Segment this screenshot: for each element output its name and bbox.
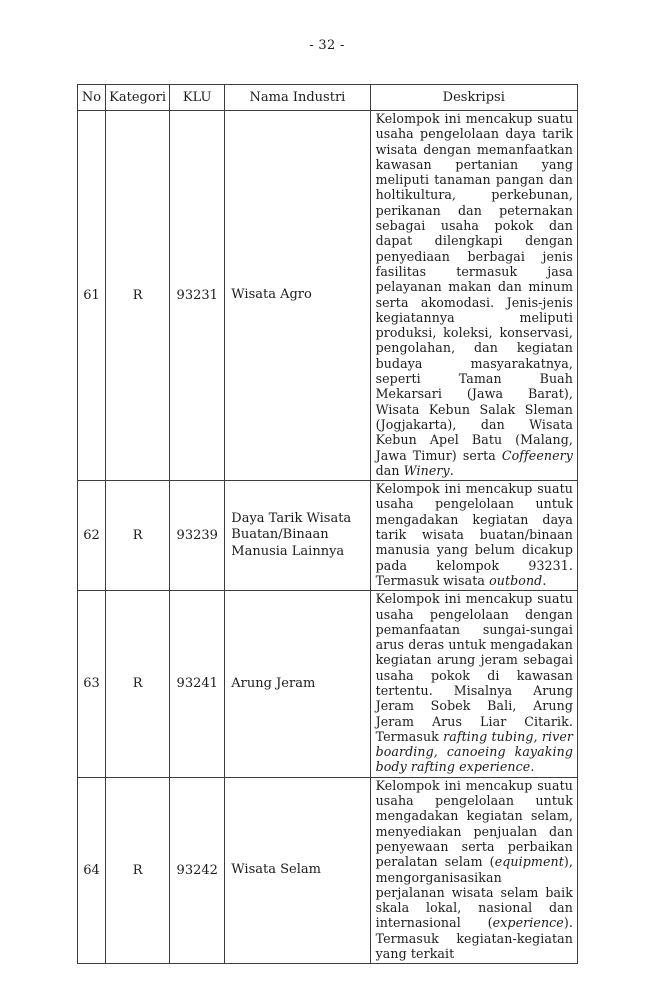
cell-deskripsi: Kelompok ini mencakup suatu usaha pengelolaan untuk mengadakan kegiatan selam, menyediakan penjualan dan penyewaan serta perbaikan peralatan selam (equipment), mengorganisasikan perjalanan wisata selam baik skala lokal, nasional dan internasional (experience). Termasuk kegiatan-kegiatan yang terkait: [370, 777, 577, 964]
table-row: [78, 591, 578, 778]
cell-no: 64: [78, 777, 106, 964]
cell-klu-code: 93239: [170, 481, 225, 591]
cell-no: 62: [78, 481, 106, 591]
cell-klu-code: 93231: [170, 111, 225, 481]
column-header-deskripsi: Deskripsi: [370, 85, 577, 111]
cell-klu-code: 93242: [170, 777, 225, 964]
table-row: [78, 111, 578, 481]
cell-deskripsi: Kelompok ini mencakup suatu usaha pengelolaan untuk mengadakan kegiatan daya tarik wisata buatan/binaan manusia yang belum dicakup pada kelompok 93231. Termasuk wisata outbond.: [370, 481, 577, 591]
cell-deskripsi: Kelompok ini mencakup suatu usaha pengelolaan dengan pemanfaatan sungai-sungai arus deras untuk mengadakan kegiatan arung jeram sebagai usaha pokok di kawasan tertentu. Misalnya Arung Jeram Sobek Bali, Arung Jeram Arus Liar Citarik. Termasuk rafting tubing, river boarding, canoeing kayaking body rafting experience.: [370, 591, 577, 778]
cell-kategori: R: [106, 777, 170, 964]
column-header-nama-industri: Nama Industri: [225, 85, 370, 111]
column-header-no: No: [78, 85, 106, 111]
cell-kategori: R: [106, 111, 170, 481]
cell-kategori: R: [106, 481, 170, 591]
cell-nama-industri: Wisata Agro: [225, 111, 370, 481]
page-number: - 32 -: [309, 38, 345, 53]
cell-deskripsi: Kelompok ini mencakup suatu usaha pengelolaan daya tarik wisata dengan memanfaatkan kawasan pertanian yang meliputi tanaman pangan dan holtikultura, perkebunan, perikanan dan peternakan sebagai usaha pokok dan dapat dilengkapi dengan penyediaan berbagai jenis fasilitas termasuk jasa pelayanan makan dan minum serta akomodasi. Jenis-jenis kegiatannya meliputi produksi, koleksi, konservasi, pengolahan, dan kegiatan budaya masyarakatnya, seperti Taman Buah Mekarsari (Jawa Barat), Wisata Kebun Salak Sleman (Jogjakarta), dan Wisata Kebun Apel Batu (Malang, Jawa Timur) serta Coffeenery dan Winery.: [370, 111, 577, 481]
cell-klu-code: 93241: [170, 591, 225, 778]
column-header-klu: KLU: [170, 85, 225, 111]
table-row: [78, 481, 578, 591]
table-header-row: [78, 85, 578, 111]
cell-no: 61: [78, 111, 106, 481]
cell-nama-industri: Arung Jeram: [225, 591, 370, 778]
industry-classification-table: [77, 84, 578, 964]
cell-kategori: R: [106, 591, 170, 778]
cell-no: 63: [78, 591, 106, 778]
cell-nama-industri: Daya Tarik Wisata Buatan/Binaan Manusia Lainnya: [225, 481, 370, 591]
cell-nama-industri: Wisata Selam: [225, 777, 370, 964]
table-row: [78, 777, 578, 964]
column-header-kategori: Kategori: [106, 85, 170, 111]
